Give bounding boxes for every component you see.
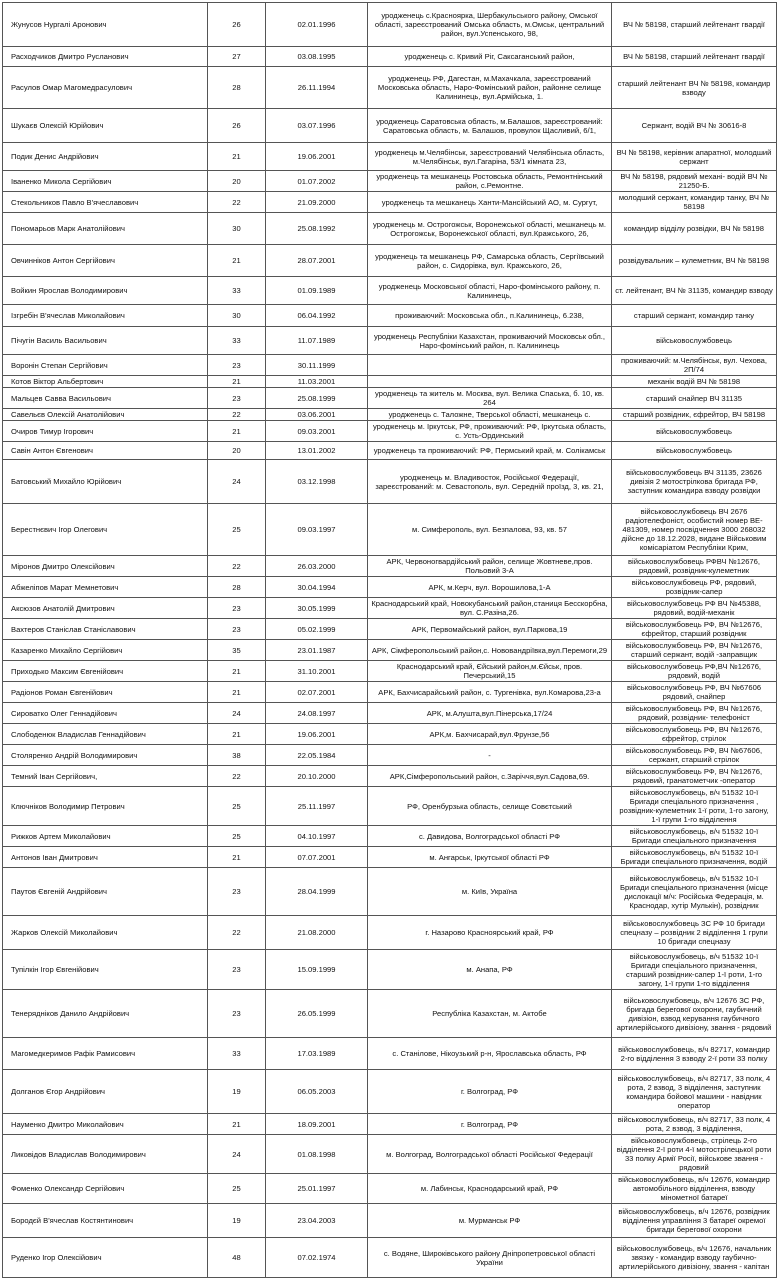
row-dob: 07.07.2001 [266,847,368,868]
table-row [3,3,777,47]
row-name: Казаренко Михайло Сергійович [3,640,208,661]
row-name: Мальцев Савва Васильович [3,388,208,409]
row-name: Столяренко Андрій Володимирович [3,745,208,766]
row-age: 28 [208,577,266,598]
row-name: Міронов Дмитро Олексійович [3,556,208,577]
table-row [3,661,777,682]
row-age: 28 [208,67,266,109]
row-dob: 06.05.2003 [266,1070,368,1114]
row-unit: військовослужбовець РФ ВЧ №45388, рядовий, водій-механік [612,598,777,619]
row-dob: 26.11.1994 [266,67,368,109]
table-row [3,619,777,640]
row-name: Котов Віктор Альбертович [3,376,208,388]
row-dob: 30.05.1999 [266,598,368,619]
table-row [3,598,777,619]
row-unit: старший сержант, командир танку [612,305,777,327]
row-name: Темний Іван Сергійович, [3,766,208,787]
row-place: м. Симферополь, вул. Безпалова, 93, кв. 57 [368,504,612,556]
row-place: АРК, Первомайський район, вул.Паркова,19 [368,619,612,640]
row-name: Абжеліпов Марат Мемнетович [3,577,208,598]
row-dob: 15.09.1999 [266,950,368,990]
row-dob: 11.07.1989 [266,327,368,355]
row-name: Воронін Степан Сергійович [3,355,208,376]
row-age: 48 [208,1238,266,1278]
row-place: уродженець РФ, Дагестан, м.Махачкала, зареєстрований Московська область, Наро-Фомінський район, районне селище Калининець, вул.Армійська, 1. [368,67,612,109]
row-place: уродженець та мешканець Ханти-Мансійський АО, м. Сургут, [368,192,612,213]
row-unit: військовослужбовець ВЧ 2676 радіотелефоніст, особистий номер ВЕ- 481309, номер посвідчення 3000 268032 дійсне до 18.12.2028, видане Військовим комісаріатом Республіки Крим, [612,504,777,556]
row-age: 33 [208,1038,266,1070]
row-unit: ст. лейтенант, ВЧ № 31135, командир взводу [612,277,777,305]
row-name: Вахтеров Станіслав Станіславович [3,619,208,640]
row-unit: військовослужбовець, в/ч 82717, 33 полк, 4 рота, 2 взвод, 3 відділення, [612,1114,777,1135]
row-unit: розвідувальник – кулеметник, ВЧ № 58198 [612,245,777,277]
row-name: Батовський Михайло Юрійович [3,460,208,504]
row-place [368,376,612,388]
row-age: 23 [208,619,266,640]
row-dob: 03.06.2001 [266,409,368,421]
row-unit: військовослужбовець РФ, ВЧ №12676, рядовий, розвідник- телефоніст [612,703,777,724]
table-row [3,1174,777,1204]
row-unit: ВЧ № 58198, керівник апаратної, молодший сержант [612,143,777,171]
row-name: Савельєв Олексій Анатолійович [3,409,208,421]
row-place: уродженець та проживаючий: РФ, Пермський край, м. Солікамськ [368,442,612,460]
row-dob: 03.08.1995 [266,47,368,67]
row-place: уродженець с.Красноярка, Шербакульського району, Омської області, зареєстрований Омська область, м.Омськ, центральний район, вул.Успенського, 98, [368,3,612,47]
row-unit: старший снайпер ВЧ 31135 [612,388,777,409]
row-unit: військовослужбовець РФ, ВЧ №12676, єфрейтор, старший розвідник [612,619,777,640]
row-age: 30 [208,213,266,245]
row-place: г. Волгоград, РФ [368,1070,612,1114]
row-unit: військовослужбовець РФ, рядовий, розвідник-сапер [612,577,777,598]
row-dob: 23.04.2003 [266,1204,368,1238]
table-body [3,3,777,1278]
table-row [3,355,777,376]
row-place: уродженець м.Челябінськ, зареєстрований Челябінська область, м.Челябінськ, вул.Гагаріна, 53/1 кімната 23, [368,143,612,171]
table-row [3,421,777,442]
row-dob: 09.03.1997 [266,504,368,556]
row-name: Руденко Ігор Олексійович [3,1238,208,1278]
table-row [3,703,777,724]
row-place [368,355,612,376]
table-row [3,787,777,826]
row-place: уродженець м. Владивосток, Російської Федерації, зареєстрований: м. Севастополь, вул. Середній проїзд, 3, кв. 21, [368,460,612,504]
row-age: 22 [208,409,266,421]
table-row [3,47,777,67]
row-age: 23 [208,990,266,1038]
row-place: м. Ангарськ, Іркутської області РФ [368,847,612,868]
row-dob: 30.04.1994 [266,577,368,598]
table-row [3,109,777,143]
row-name: Ізгребін В'ячеслав Миколайович [3,305,208,327]
table-row [3,916,777,950]
row-unit: ВЧ № 58198, старший лейтенант гвардії [612,47,777,67]
row-place: АРК, Червоногвардійський район, селище Жовтневе,пров. Польовий 3-А [368,556,612,577]
table-row [3,724,777,745]
row-unit: Сержант, водій ВЧ № 30616-8 [612,109,777,143]
table-row [3,327,777,355]
table-row [3,1238,777,1278]
table-row [3,409,777,421]
row-age: 20 [208,442,266,460]
row-dob: 26.03.2000 [266,556,368,577]
row-age: 25 [208,504,266,556]
row-place: - [368,745,612,766]
row-age: 21 [208,682,266,703]
row-name: Савін Антон Євгенович [3,442,208,460]
row-place: м. Київ, Україна [368,868,612,916]
row-unit: військовослужбовець [612,327,777,355]
row-dob: 17.03.1989 [266,1038,368,1070]
table-row [3,577,777,598]
row-unit: військовослужбовець РФ, ВЧ №67606 рядовий, снайпер [612,682,777,703]
row-unit: військовослужбовець РФ, ВЧ №12676, рядовий, гранатометчик -оператор [612,766,777,787]
row-name: Расулов Омар Магомедрасулович [3,67,208,109]
row-unit: військовослужбовець, в/ч 51532 10-ї Бригади спеціального призначення, водій [612,847,777,868]
row-name: Пічугін Василь Васильович [3,327,208,355]
row-name: Долганов Єгор Андрійович [3,1070,208,1114]
row-name: Берестнєвич Ігор Олегович [3,504,208,556]
row-age: 24 [208,460,266,504]
row-age: 25 [208,826,266,847]
row-age: 22 [208,916,266,950]
table-row [3,640,777,661]
row-place: АРК, м.Керч, вул. Ворошилова,1-А [368,577,612,598]
row-age: 23 [208,598,266,619]
row-age: 24 [208,1135,266,1174]
table-row [3,442,777,460]
row-name: Тупілкін Ігор Євгенійович [3,950,208,990]
table-row [3,868,777,916]
table-row [3,277,777,305]
row-place: с. Давидова, Волгоградської області РФ [368,826,612,847]
row-place: Краснодарський край, Новокубанський район,станиця Бесскорбна, вул. С.Разіна,26. [368,598,612,619]
row-place: уродженець Саратовська область, м.Балашов, зареєстрований: Саратовська область, м. Балашов, провулок Щасливий, 6/1, [368,109,612,143]
row-dob: 20.10.2000 [266,766,368,787]
row-name: Овчинніков Антон Сергійович [3,245,208,277]
row-place: г. Назарово Красноярський край, РФ [368,916,612,950]
row-unit: командир відділу розвідки, ВЧ № 58198 [612,213,777,245]
row-age: 21 [208,847,266,868]
row-dob: 26.05.1999 [266,990,368,1038]
row-place: уродженець та мешканець Ростовська область, Ремонтнінський район, с.Ремонтне. [368,171,612,192]
row-place: АРК, Сімферопольський район,с. Нововандріївка,вул.Перемоги,29 [368,640,612,661]
row-place: м. Лабинськ, Краснодарський край, РФ [368,1174,612,1204]
row-unit: старший розвідник, єфрейтор, ВЧ 58198 [612,409,777,421]
table-row [3,990,777,1038]
row-age: 19 [208,1070,266,1114]
row-dob: 21.09.2000 [266,192,368,213]
row-name: Паутов Євгеній Андрійович [3,868,208,916]
table-row [3,847,777,868]
table-row [3,766,777,787]
row-unit: ВЧ № 58198, старший лейтенант гвардії [612,3,777,47]
row-place: уродженець та мешканець РФ, Самарська область, Сергіївський район, с. Сидорівка, вул. Кражського, 26, [368,245,612,277]
row-place: АРК,Сімферопольський район, с.Заріччя,вул.Садова,69. [368,766,612,787]
row-unit: військовослужбовець [612,442,777,460]
row-unit: старший лейтенант ВЧ № 58198, командир взводу [612,67,777,109]
row-unit: військовослужбовець РФ, ВЧ №67606, сержант, старший стрілок [612,745,777,766]
table-row [3,376,777,388]
row-name: Шукаєв Олексій Юрійович [3,109,208,143]
row-unit: військовослужбовець [612,421,777,442]
row-place: г. Волгоград, РФ [368,1114,612,1135]
row-name: Ключніков Володимир Петрович [3,787,208,826]
row-unit: механік водій ВЧ № 58198 [612,376,777,388]
row-name: Жунусов Нургалі Аронович [3,3,208,47]
row-unit: військовослужбовець, в/ч 51532 10-ї Бригади спеціального призначення (місце дислокації м/ч: Російська Федерація, м. Краснодар, хутір Мулькін), розвідник [612,868,777,916]
row-unit: військовослужбовець, в/ч 12676, начальник звязку - командир взводу гаубично-артилерійського дивізіону, звання - капітан [612,1238,777,1278]
row-name: Ликовідов Владислав Володимирович [3,1135,208,1174]
row-place: уродженець м. Іркутськ, РФ, проживаючий: РФ, Іркутська область, с. Усть-Ординський [368,421,612,442]
row-name: Аксюзов Анатолій Дмитрович [3,598,208,619]
row-dob: 02.07.2001 [266,682,368,703]
row-name: Приходько Максим Євгенійович [3,661,208,682]
row-age: 21 [208,245,266,277]
row-place: уродженець Республіки Казахстан, проживаючий Московськ обл., Наро-фомінський район, п. Калининець [368,327,612,355]
row-dob: 13.01.2002 [266,442,368,460]
row-dob: 06.04.1992 [266,305,368,327]
table-row [3,460,777,504]
row-dob: 11.03.2001 [266,376,368,388]
table-row [3,388,777,409]
row-dob: 02.01.1996 [266,3,368,47]
row-unit: військовослужбовець ЗС РФ 10 бригади спецназу – розвідник 2 відділення 1 групи 10 бригади спецназу [612,916,777,950]
row-place: м. Волгоград, Волгоградської області Російської Федерації [368,1135,612,1174]
row-dob: 25.08.1999 [266,388,368,409]
row-name: Расходчиков Дмитро Русланович [3,47,208,67]
row-dob: 01.07.2002 [266,171,368,192]
table-row [3,826,777,847]
row-age: 26 [208,3,266,47]
row-unit: молодший сержант, командир танку, ВЧ № 58198 [612,192,777,213]
row-age: 23 [208,388,266,409]
row-place: уродженець та житель м. Москва, вул. Велика Спаська, б. 10, кв. 264 [368,388,612,409]
row-name: Очиров Тимур Ігорович [3,421,208,442]
row-place: уродженець м. Острогожськ, Воронежської області, мешканець м. Острогожськ, Воронежської області, вул.Кражського, 26, [368,213,612,245]
personnel-table [2,2,777,1278]
row-unit: військовослужбовець РФ, ВЧ №12676, старший сержант, водій -заправщик [612,640,777,661]
row-name: Тенерядніков Данило Андрійович [3,990,208,1038]
row-place: АРК, м.Алушта,вул.Пінерська,17/24 [368,703,612,724]
row-age: 22 [208,766,266,787]
table-row [3,556,777,577]
row-name: Рижков Артем Миколайович [3,826,208,847]
row-unit: проживаючий: м.Челябінськ, вул. Чехова, 2П/74 [612,355,777,376]
row-name: Науменко Дмитро Миколайович [3,1114,208,1135]
table-row [3,1070,777,1114]
row-dob: 31.10.2001 [266,661,368,682]
row-place: м. Анапа, РФ [368,950,612,990]
row-name: Стекольников Павло В'ячеславович [3,192,208,213]
row-age: 22 [208,556,266,577]
row-place: уродженець с. Кривий Ріг, Саксаганський район, [368,47,612,67]
table-row [3,1204,777,1238]
row-age: 25 [208,787,266,826]
table-row [3,682,777,703]
row-dob: 04.10.1997 [266,826,368,847]
row-place: РФ, Оренбурзька область, селище Совєтський [368,787,612,826]
row-dob: 09.03.2001 [266,421,368,442]
row-unit: ВЧ № 58198, рядовий механі- водій ВЧ № 21250-Б. [612,171,777,192]
table-row [3,213,777,245]
row-name: Бородєй В'ячеслав Костянтинович [3,1204,208,1238]
row-unit: військовослужбовець, стрілець 2-го відділення 2-ї роти 4-ї мотострілецької роти 33 полку Армії Росії, військове звання - рядовий [612,1135,777,1174]
table-row [3,1135,777,1174]
row-age: 25 [208,1174,266,1204]
row-name: Слободенюк Владислав Геннадійович [3,724,208,745]
table-row [3,950,777,990]
row-dob: 24.08.1997 [266,703,368,724]
row-age: 38 [208,745,266,766]
table-row [3,143,777,171]
row-unit: військовослужбовець, в/ч 51532 10-ї Бригади спеціального призначення , розвідник-кулеметник 1-ї роти, 1-го загону, 1-ї групи 1-го відділення [612,787,777,826]
table-row [3,192,777,213]
row-name: Сироватко Олег Геннадійович [3,703,208,724]
row-unit: військовослужбовець, в/ч 82717, 33 полк, 4 рота, 2 взвод, 3 відділення, заступник командира бойової машини - навідник оператор [612,1070,777,1114]
row-dob: 25.01.1997 [266,1174,368,1204]
row-place: м. Мурманськ РФ [368,1204,612,1238]
row-unit: військовослужбовець РФВЧ №12676, рядовий, розвідник-кулеметник [612,556,777,577]
row-age: 21 [208,724,266,745]
row-dob: 19.06.2001 [266,143,368,171]
row-dob: 25.11.1997 [266,787,368,826]
row-name: Войкин Ярослав Володимирович [3,277,208,305]
row-unit: військовослужбовець РФ,ВЧ №12676, рядовий, водій [612,661,777,682]
row-age: 26 [208,109,266,143]
table-row [3,305,777,327]
row-name: Подик Денис Андрійович [3,143,208,171]
row-name: Фоменко Олександр Сергійович [3,1174,208,1204]
table-row [3,1114,777,1135]
table-row [3,171,777,192]
row-unit: військовослужбовець, в/ч 12676, командир автомобільного відділення, взводу мінометної батареї [612,1174,777,1204]
row-dob: 28.07.2001 [266,245,368,277]
row-unit: військовослужбовець, в/ч 51532 10-ї Бригади спеціального призначення, старший розвідник-сапер 1-ї роти, 1-го загону, 1-ї групи 1-го відділення [612,950,777,990]
row-unit: військовослужбовець, в/ч 51532 10-ї Бригади спеціального призначення [612,826,777,847]
row-dob: 22.05.1984 [266,745,368,766]
row-dob: 05.02.1999 [266,619,368,640]
row-name: Іваненко Микола Сергійович [3,171,208,192]
row-dob: 19.06.2001 [266,724,368,745]
row-age: 21 [208,1114,266,1135]
table-row [3,504,777,556]
row-name: Жарков Олексій Миколайович [3,916,208,950]
row-name: Пономарьов Марк Анатолійович [3,213,208,245]
row-age: 30 [208,305,266,327]
row-dob: 01.09.1989 [266,277,368,305]
table-row [3,1038,777,1070]
row-age: 35 [208,640,266,661]
row-place: с. Станілове, Нікоузький р-н, Ярославська область, РФ [368,1038,612,1070]
row-name: Магомедкеримов Рафік Рамисович [3,1038,208,1070]
row-unit: військовослужбовець, в/ч 12676 ЗС РФ, бригада берегової охорони, гаубичний дивізіон, взвод керування гаубичного артилерійського дивізіону, звання - рядовий [612,990,777,1038]
table-row [3,245,777,277]
row-age: 33 [208,327,266,355]
row-unit: військовослужбовець, в/ч 12676, розвідник відділення управління 3 батареї окремої бригади берегової охорони [612,1204,777,1238]
row-age: 22 [208,192,266,213]
row-age: 21 [208,661,266,682]
row-place: АРК,м. Бахчисарай,вул.Фрунзе,56 [368,724,612,745]
row-age: 27 [208,47,266,67]
row-dob: 30.11.1999 [266,355,368,376]
row-place: уродженець с. Таложне, Тверської області, мешканець с. [368,409,612,421]
row-age: 23 [208,950,266,990]
row-place: Краснодарський край, Єйський район,м.Єйськ, пров. Печерський,15 [368,661,612,682]
row-unit: військовослужбовець РФ, ВЧ №12676, єфрейтор, стрілок [612,724,777,745]
row-dob: 03.07.1996 [266,109,368,143]
row-place: Республіка Казахстан, м. Актобе [368,990,612,1038]
row-place: с. Водяне, Широківського району Дніпропетровської області України [368,1238,612,1278]
row-place: уродженець Московської області, Наро-фомінського району, п. Калининець, [368,277,612,305]
row-unit: військовослужбовець, в/ч 82717, командир 2-го відділення 3 взводу 2-ї роти 33 полку [612,1038,777,1070]
row-dob: 07.02.1974 [266,1238,368,1278]
row-age: 23 [208,355,266,376]
row-place: АРК, Бахчисарайський район, с. Тургенівка, вул.Комарова,23-а [368,682,612,703]
row-age: 21 [208,143,266,171]
row-place: проживаючий: Московська обл., п.Калининець, 6.238, [368,305,612,327]
row-age: 33 [208,277,266,305]
row-age: 21 [208,376,266,388]
row-dob: 25.08.1992 [266,213,368,245]
row-dob: 28.04.1999 [266,868,368,916]
row-name: Антонов Іван Дмитрович [3,847,208,868]
row-dob: 21.08.2000 [266,916,368,950]
table-row [3,745,777,766]
row-name: Радіонов Роман Євгенійович [3,682,208,703]
row-age: 19 [208,1204,266,1238]
row-age: 24 [208,703,266,724]
table-row [3,67,777,109]
row-dob: 01.08.1998 [266,1135,368,1174]
row-age: 23 [208,868,266,916]
row-age: 20 [208,171,266,192]
row-age: 21 [208,421,266,442]
row-dob: 03.12.1998 [266,460,368,504]
row-dob: 23.01.1987 [266,640,368,661]
row-unit: військовослужбовець ВЧ 31135, 23626 дивізія 2 мотострілкова бригада РФ, заступник командира взводу розвідки [612,460,777,504]
row-dob: 18.09.2001 [266,1114,368,1135]
